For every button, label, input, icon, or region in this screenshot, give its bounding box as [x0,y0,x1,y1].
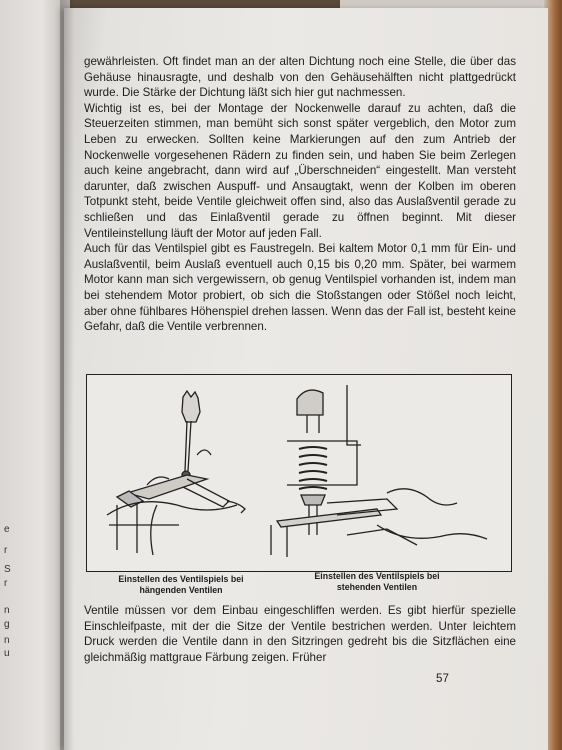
left-page-fragment: n [4,635,10,646]
page-number: 57 [436,672,449,685]
paragraph: Wichtig ist es, bei der Montage der Nockenwelle darauf zu achten, daß die Steuerzeiten stimmen, man bemüht sich sonst später vergeblich, den Motor zum Leben zu erwecken. Sollten keine Markierungen auf den zum Antrieb der Nockenwelle vorgesehenen Rädern zu finden sein, und haben Sie beim Zerlegen auch keine angebracht, dann wird auf „Überschneiden“ eingestellt. Man versteht darunter, daß zwischen Auspuff- und Ansaugtakt, wenn der Kolben im oberen Totpunkt steht, beide Ventile gleichweit offen sind, also das Auslaßventil gerade zu schließen und das Einlaßventil gerade zu öffnen beginnt. Mit dieser Ventileinstellung läuft der Motor auf jeden Fall. [84,101,516,240]
left-page-fragment: e [4,524,10,535]
left-page-fragment: r [4,578,8,589]
paragraph: Auch für das Ventilspiel gibt es Faustregeln. Bei kaltem Motor 0,1 mm für Ein- und Auslaßventil, beim Auslaß eventuell auch 0,15 bis 0,20 mm. Später, bei warmem Motor kann man sich vergewissern, ob genug Ventilspiel vorhanden ist, indem man bei stehendem Motor probiert, ob sich die Stoßstangen oder Stößel noch leicht, aber ohne fühlbares Höhenspiel drehen lassen. Wenn das der Fall ist, besteht keine Gefahr, daß die Ventile verbrennen. [84,242,516,334]
left-page-fragment: u [4,648,10,659]
paragraph: Ventile müssen vor dem Einbau eingeschliffen werden. Es gibt hierfür spezielle Einschleifpaste, mit der die Sitze der Ventile bestrichen werden. Unter leichtem Druck werden die Ventile dann in den Sitzringen gedreht bis die Sitzflächen eine gleichmäßig mattgraue Färbung zeigen. Früher [84,604,516,664]
left-page-fragment: r [4,545,8,556]
body-text-bottom [84,603,516,665]
page-gutter-shadow [60,0,74,750]
body-text-top [84,54,516,335]
book-page [64,8,548,750]
left-page-fragment: S [4,564,11,575]
left-page-fragment: g [4,619,10,630]
left-page-fragment: n [4,605,10,616]
caption-left: Einstellen des Ventilspiels bei hängenden Ventilen [118,574,244,595]
valve-adjustment-illustration [87,375,511,571]
paragraph: gewährleisten. Oft findet man an der alten Dichtung noch eine Stelle, die über das Gehäuse hinausragte, und deshalb von den Gehäusehälften nicht plattgedrückt wurde. Die Stärke der Dichtung läßt sich hier gut nachmessen. [84,55,516,100]
illustration-frame [86,374,512,572]
caption-right: Einstellen des Ventilspiels bei stehenden Ventilen [314,571,440,592]
